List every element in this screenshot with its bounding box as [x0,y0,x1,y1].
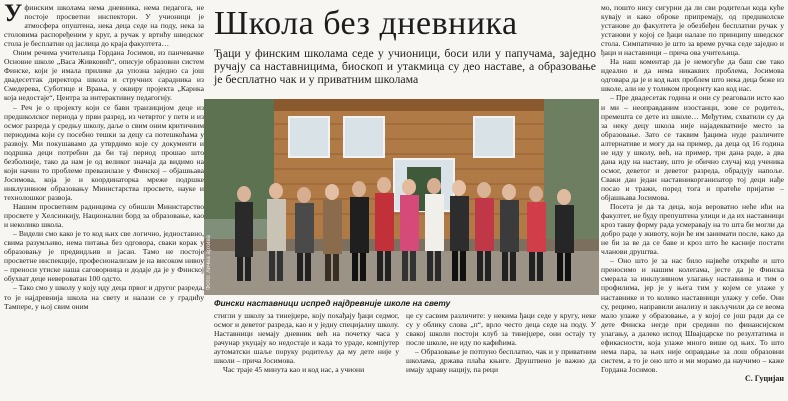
left-paragraph-1-text: финским школама нема дневника, нема педагога, не постоје просветни инспектори. У учионици је атмосфера опуштена, нека деца седе на поду, нека за столовима распоређеним у круг, а ручак у вртићу шведског стола је бесплатни од јаслица до краја факултета… [4,3,204,49]
article-deck: Ђаци у финским школама седе у учионици, боси или у папучама, заједно ручају са наставницима, биоскоп и утакмица су део наставе, а образовање је бесплатно чак и у приватним школама [214,46,596,87]
left-paragraph-5: – Видели смо како је то код њих све логично, једноставно, свима разумљиво, нема питања без одговора, сваки корак у образовању је предвидљив и јасан. Тамо не постоје просветне инспекције, професионализам је на високом нивоу – преноси утиске наша саговорница и додаје да је у Финској обухват деце невероватан 100 одсто. [4,229,204,284]
right-paragraph-4: Посета је да та деца, која вероватно неће ићи на факултет, не буду препуштена улици и да их наставници кроз такву форму рада усмеравају на то шта би могли да добро раде у животу, који ће им занимати после, како да не би за ве да се баве и кроз што ће касније постати чланови друштва. [601,202,784,257]
article-bottom-column-1 [214,311,399,399]
right-paragraph-1: мо, пошто нису сигурни да ли сви родитељи кода куће кувају и како оброке припремају, од предшколске установе до факултета је обезбеђен бесплатни ручак у установи у којој се ђаци налазе по принципу шведског стола. Симпатично је што за време ручка седе заједно и ђаци и наставници – прича ова учитељица. [601,3,784,58]
right-paragraph-5: – Оно што је за нас било највеће откриће и што преносимо и нашим колегама, јесте да је Финска смерала за инклузивном улагању наставника и тим о профилима, јер је у њега тим у којем се улаже у наставнике и то колико наставници улажу у себе. Они су, рецимо, направили анализу и закључили да се веома мало улаже у образовање, а у којој се још ради да се дете Финска негде при средини по финансијском улагању, а далеко испод Швајцарске по резултатима и ефикасности, која улаже много више од њих. То што нема пара, за њих није оправдање за лош образовни систем, а то је оно што и ми морамо да научимо – каже Гордана Јосимов. [601,256,784,374]
left-paragraph-1 [4,3,204,48]
photo-credit: Фото: лична архива [206,235,212,290]
group-photo-illustration [204,99,599,295]
photo-caption: Фински наставници испред најдревније школе на свету [214,298,451,308]
bottom2-paragraph-1: це су сасвим различите: у некима ђаци седе у кругу, неке су у облику слова „п“, врло често деца седе на поду. У свакој школи постоји клуб за тинејџере, они остају ту после школе, не иду по кафићима. [406,311,596,348]
left-paragraph-4: Нашим просветним радницима су обишли Министарство просвете у Хелсинкију, Национални борд за образовање, као и неколико школа. [4,202,204,230]
drop-cap: У [4,3,23,27]
article-headline: Школа без дневника [214,5,518,42]
bottom1-paragraph-2: Час траје 45 минута као и код нас, а учиони [223,365,365,375]
article-right-column [601,3,784,398]
left-paragraph-3: – Реч је о пројекту који се бави транзицијом деце из предшколског периода у први разред, из четвртог у пети и из осмог разреда у средњу школу, даље о свим оним критичним периодима који су посебно тешки за децу са потешкоћама у развоју. Ми покушавамо да утврдимо које су документи и подршка деци потребни да би тај период прошао што безболније, тако да нам је од великог значаја да видимо на који начин то проблеме превазилазе у Финској – објашњава Јосимова, која је и координаторка мреже подршке инклузивном образовању Министарства просвете, науке и технолошког развоја. [4,102,204,202]
article-bottom-column-2 [406,311,596,399]
bottom1-paragraph-1: стигли у школу за тинејџере, коју похађају ђаци седмог, осмог и деветог разреда, као и у једну специјалну школу. Наставници немају дневник већ на почетку часа у рачунар укуцају ко недостаје и када то ураде, компјутер аутоматски шаље поруку родитељу да му дете није у школи – прича Јосимова. [214,311,399,366]
article-left-column [4,3,204,398]
group-photo [204,99,599,295]
bottom2-paragraph-2: – Образовање је потпуно бесплатно, чак и у приватним школама, држава плаћа књиге. Друштвено је важно да имају здраву нацију, па реци [406,347,596,375]
left-paragraph-2: Оним речима учитељица Гордана Јосимов, из панчевачке Основне школе „Васа Живковић“, описује образовни систем Финске, који је имала прилике да упозна заједно са још двадесеттак директора школа и стручних сарадника из Смедерева, Суботице и Врања, у оквиру пројекта „Карика која недостаје“, Центра за интерактивну педагогију. [4,48,204,103]
right-paragraph-3: – Пре двадесетак година и они су реаговали исто као и ми – неоправданим изостанци, зове се родитељ, премешта се дете из школе… Међутим, схватили су да за неку децу школа није најадекватније место за образовање. Зато се таквим ђацима нуде различите алтернативе и могу да на пример, да деца од 16 година не иду у школу, већ, на пример, три дана раде, а два дана иду на наставу, што је обично случај код ученика осмог, деветог и деветог разреда, обрадују напоље. Сваки дан један наставникорганизатор тој деци нађе посао и тражи, поред тога и пратеће пријатне – објашњава Јосимова. [601,93,784,202]
author-signature: С. Гуцијан [744,373,784,383]
right-paragraph-2: На наш коментар да је немогуће да баш све тако идеално и да нема никаквих проблема, Јосимова одговара да је и код њих проблем што нека деца беже из школе, али не у толиком проценту као код нас. [601,57,784,94]
left-paragraph-6: – Тако смо у школу у коју иду деца првог и другог разреда, то је најдревнија школа на свету и налази се у градићу Тампере, у њој свим оним [4,283,204,311]
